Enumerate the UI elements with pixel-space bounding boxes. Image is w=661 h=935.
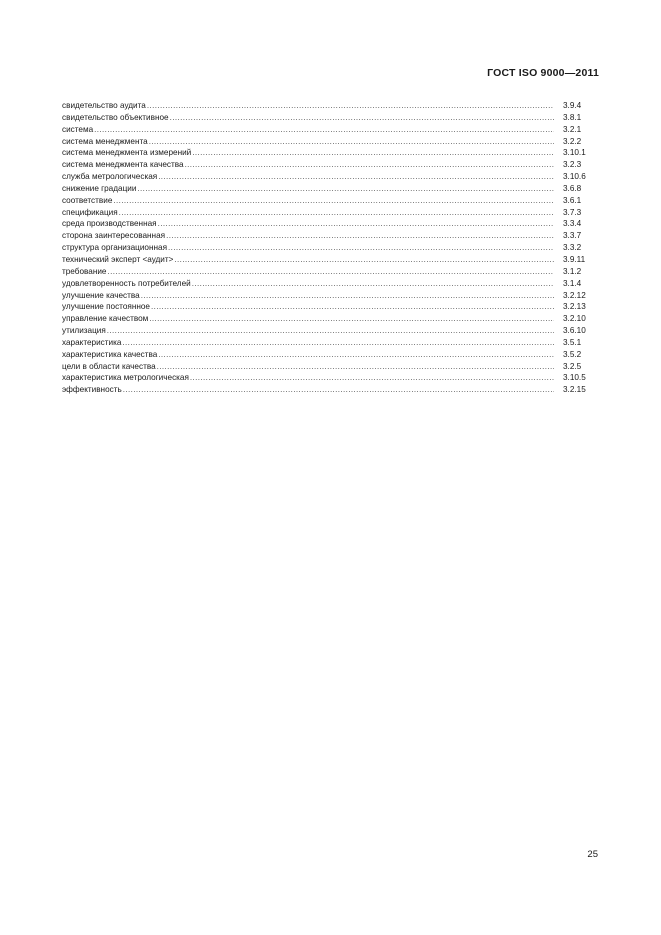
index-entry — [62, 266, 600, 278]
index-term: система — [62, 124, 94, 134]
index-term: цели в области качества — [62, 361, 156, 371]
index-entry — [62, 278, 600, 290]
index-term: свидетельство объективное — [62, 112, 169, 122]
index-entry — [62, 100, 600, 112]
index-term: служба метрологическая — [62, 172, 158, 182]
dot-leader — [158, 349, 554, 361]
index-reference: 3.10.1 — [563, 148, 586, 158]
index-entry — [62, 301, 600, 313]
index-entry — [62, 195, 600, 207]
index-entry — [62, 361, 600, 373]
index-entry — [62, 313, 600, 325]
index-entry — [62, 147, 600, 159]
index-reference: 3.10.5 — [563, 373, 586, 383]
dot-leader — [107, 266, 554, 278]
index-entry — [62, 337, 600, 349]
index-entry — [62, 290, 600, 302]
index-term: улучшение качества — [62, 290, 140, 300]
index-term: свидетельство аудита — [62, 101, 146, 110]
index-reference: 3.7.3 — [563, 207, 582, 217]
dot-leader — [113, 195, 554, 207]
index-entry — [62, 207, 600, 219]
index-term: требование — [62, 266, 107, 276]
dot-leader — [190, 372, 554, 384]
index-reference: 3.10.6 — [563, 172, 586, 182]
index-entry — [62, 325, 600, 337]
index-term: характеристика качества — [62, 349, 158, 359]
index-reference: 3.3.7 — [563, 231, 582, 241]
index-term: управление качеством — [62, 314, 149, 324]
dot-leader — [94, 124, 554, 136]
index-term: соответствие — [62, 195, 113, 205]
index-entry — [62, 136, 600, 148]
index-entry — [62, 242, 600, 254]
dot-leader — [122, 337, 554, 349]
index-reference: 3.2.15 — [563, 385, 586, 395]
index-term: характеристика метрологическая — [62, 373, 189, 383]
dot-leader — [168, 242, 554, 254]
index-reference: 3.5.2 — [563, 349, 582, 359]
dot-leader — [158, 218, 554, 230]
index-reference: 3.2.12 — [563, 290, 586, 300]
index-entry — [62, 159, 600, 171]
index-term: спецификация — [62, 207, 118, 217]
index-reference: 3.3.4 — [563, 219, 582, 229]
index-term: удовлетворенность потребителей — [62, 278, 191, 288]
dot-leader — [157, 361, 554, 373]
dot-leader — [170, 112, 554, 124]
index-reference: 3.9.4 — [563, 101, 582, 110]
page-number: 25 — [587, 849, 598, 860]
index-entry — [62, 218, 600, 230]
index-reference: 3.6.10 — [563, 326, 586, 336]
index-reference: 3.9.11 — [563, 254, 586, 264]
alphabetical-index — [62, 100, 600, 396]
dot-leader — [147, 100, 554, 112]
dot-leader — [137, 183, 554, 195]
index-term: система менеджмента измерений — [62, 148, 192, 158]
dot-leader — [174, 254, 554, 266]
index-reference: 3.2.1 — [563, 124, 582, 134]
index-entry — [62, 124, 600, 136]
index-reference: 3.6.8 — [563, 183, 582, 193]
dot-leader — [192, 147, 554, 159]
index-term: сторона заинтересованная — [62, 231, 166, 241]
index-entry — [62, 254, 600, 266]
index-term: характеристика — [62, 337, 122, 347]
dot-leader — [151, 301, 554, 313]
document-code-header: ГОСТ ISO 9000—2011 — [487, 67, 599, 79]
index-entry — [62, 372, 600, 384]
index-reference: 3.1.4 — [563, 278, 582, 288]
index-reference: 3.2.2 — [563, 136, 582, 146]
index-entry — [62, 230, 600, 242]
index-reference: 3.3.2 — [563, 243, 582, 253]
index-reference: 3.2.5 — [563, 361, 582, 371]
index-entry — [62, 384, 600, 396]
index-reference: 3.2.10 — [563, 314, 586, 324]
dot-leader — [149, 136, 554, 148]
dot-leader — [149, 313, 554, 325]
index-reference: 3.2.3 — [563, 160, 582, 170]
index-term: технический эксперт <аудит> — [62, 254, 174, 264]
index-term: утилизация — [62, 326, 106, 336]
index-entry — [62, 171, 600, 183]
index-reference: 3.5.1 — [563, 337, 582, 347]
index-term: эффективность — [62, 385, 122, 395]
dot-leader — [158, 171, 554, 183]
dot-leader — [192, 278, 554, 290]
index-term: система менеджмента — [62, 136, 148, 146]
dot-leader — [141, 290, 554, 302]
index-term: снижение градации — [62, 183, 137, 193]
dot-leader — [107, 325, 554, 337]
dot-leader — [123, 384, 554, 396]
dot-leader — [166, 230, 554, 242]
dot-leader — [185, 159, 554, 171]
index-term: структура организационная — [62, 243, 168, 253]
index-reference: 3.1.2 — [563, 266, 582, 276]
index-entry — [62, 349, 600, 361]
index-reference: 3.2.13 — [563, 302, 586, 312]
index-term: улучшение постоянное — [62, 302, 150, 312]
index-reference: 3.6.1 — [563, 195, 582, 205]
dot-leader — [119, 207, 554, 219]
index-term: среда производственная — [62, 219, 157, 229]
index-term: система менеджмента качества — [62, 160, 184, 170]
index-reference: 3.8.1 — [563, 112, 582, 122]
index-entry — [62, 183, 600, 195]
index-entry — [62, 112, 600, 124]
